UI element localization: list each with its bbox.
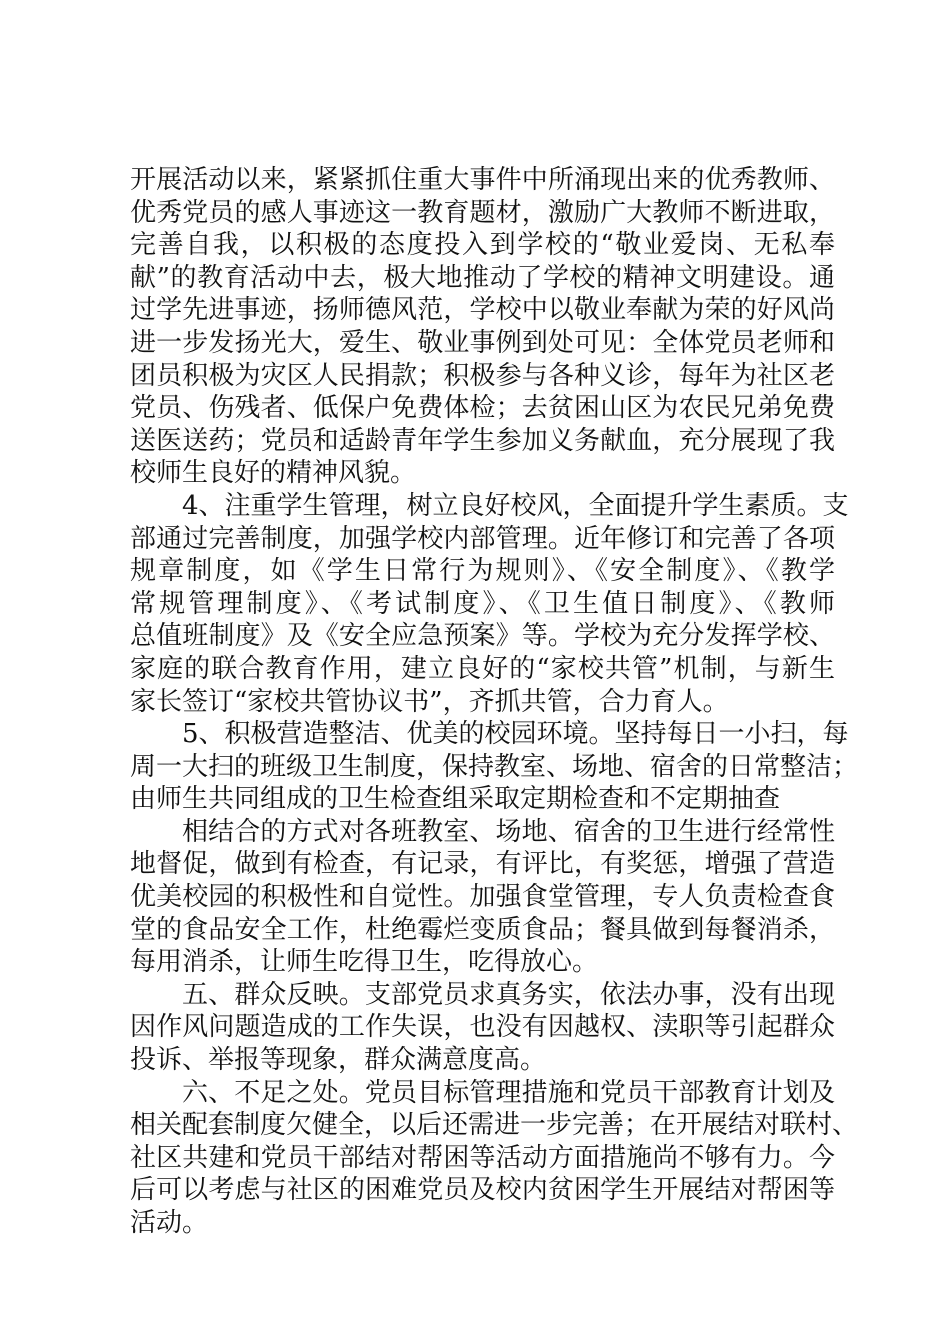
- text-line: 开展活动以来，紧紧抓住重大事件中所涌现出来的优秀教师、: [130, 165, 835, 195]
- text-line: 相结合的方式对各班教室、场地、宿舍的卫生进行经常性: [182, 816, 835, 847]
- text-line: 五、群众反映。支部党员求真务实，依法办事，没有出现: [182, 979, 835, 1010]
- text-line: 献”的教育活动中去，极大地推动了学校的精神文明建设。通: [130, 262, 835, 293]
- text-line: 规章制度，如《学生日常行为规则》、《安全制度》、《教学: [130, 556, 835, 587]
- text-line: 过学先进事迹，扬师德风范，学校中以敬业奉献为荣的好风尚: [130, 295, 835, 326]
- text-line: 家长签订“家校共管协议书”，齐抓共管，合力育人。: [130, 686, 729, 717]
- text-line: 相关配套制度欠健全，以后还需进一步完善；在开展结对联村、: [130, 1110, 859, 1141]
- text-line: 党员、伤残者、低保户免费体检；去贫困山区为农民兄弟免费: [130, 393, 835, 424]
- text-line: 5、积极营造整洁、优美的校园环境。坚持每日一小扫，每: [182, 719, 849, 750]
- text-line: 常规管理制度》、《考试制度》、《卫生值日制度》、《教师: [130, 588, 835, 619]
- text-line: 4、注重学生管理，树立良好校风，全面提升学生素质。支: [182, 490, 849, 521]
- text-line: 进一步发扬光大，爱生、敬业事例到处可见：全体党员老师和: [130, 327, 835, 358]
- text-line: 周一大扫的班级卫生制度，保持教室、场地、宿舍的日常整洁；: [130, 751, 859, 782]
- text-line: 活动。: [130, 1208, 209, 1238]
- text-line: 后可以考虑与社区的困难党员及校内贫困学生开展结对帮困等: [130, 1175, 835, 1206]
- text-line: 投诉、举报等现象，群众满意度高。: [130, 1045, 547, 1076]
- text-line: 优秀党员的感人事迹这一教育题材，激励广大教师不断进取，: [130, 197, 835, 228]
- text-line: 六、不足之处。党员目标管理措施和党员干部教育计划及: [182, 1077, 835, 1108]
- text-line: 总值班制度》及《安全应急预案》等。学校为充分发挥学校、: [130, 621, 835, 652]
- text-line: 团员积极为灾区人民捐款；积极参与各种义诊，每年为社区老: [130, 360, 835, 391]
- text-line: 送医送药；党员和适龄青年学生参加义务献血，充分展现了我: [130, 425, 835, 456]
- text-line: 地督促，做到有检查，有记录，有评比，有奖惩，增强了营造: [130, 849, 835, 880]
- text-line: 每用消杀，让师生吃得卫生，吃得放心。: [130, 947, 599, 978]
- text-line: 优美校园的积极性和自觉性。加强食堂管理，专人负责检查食: [130, 882, 835, 913]
- text-line: 堂的食品安全工作，杜绝霉烂变质食品；餐具做到每餐消杀，: [130, 914, 835, 945]
- text-line: 校师生良好的精神风貌。: [130, 458, 417, 489]
- text-line: 因作风问题造成的工作失误，也没有因越权、渎职等引起群众: [130, 1012, 835, 1043]
- text-line: 由师生共同组成的卫生检查组采取定期检查和不定期抽查: [130, 784, 781, 815]
- text-line: 社区共建和党员干部结对帮困等活动方面措施尚不够有力。今: [130, 1142, 835, 1173]
- text-line: 部通过完善制度，加强学校内部管理。近年修订和完善了各项: [130, 523, 835, 554]
- text-line: 完善自我，以积极的态度投入到学校的“敬业爱岗、无私奉: [130, 230, 835, 261]
- document-body-text: [130, 164, 859, 1240]
- text-line: 家庭的联合教育作用，建立良好的“家校共管”机制，与新生: [130, 653, 835, 684]
